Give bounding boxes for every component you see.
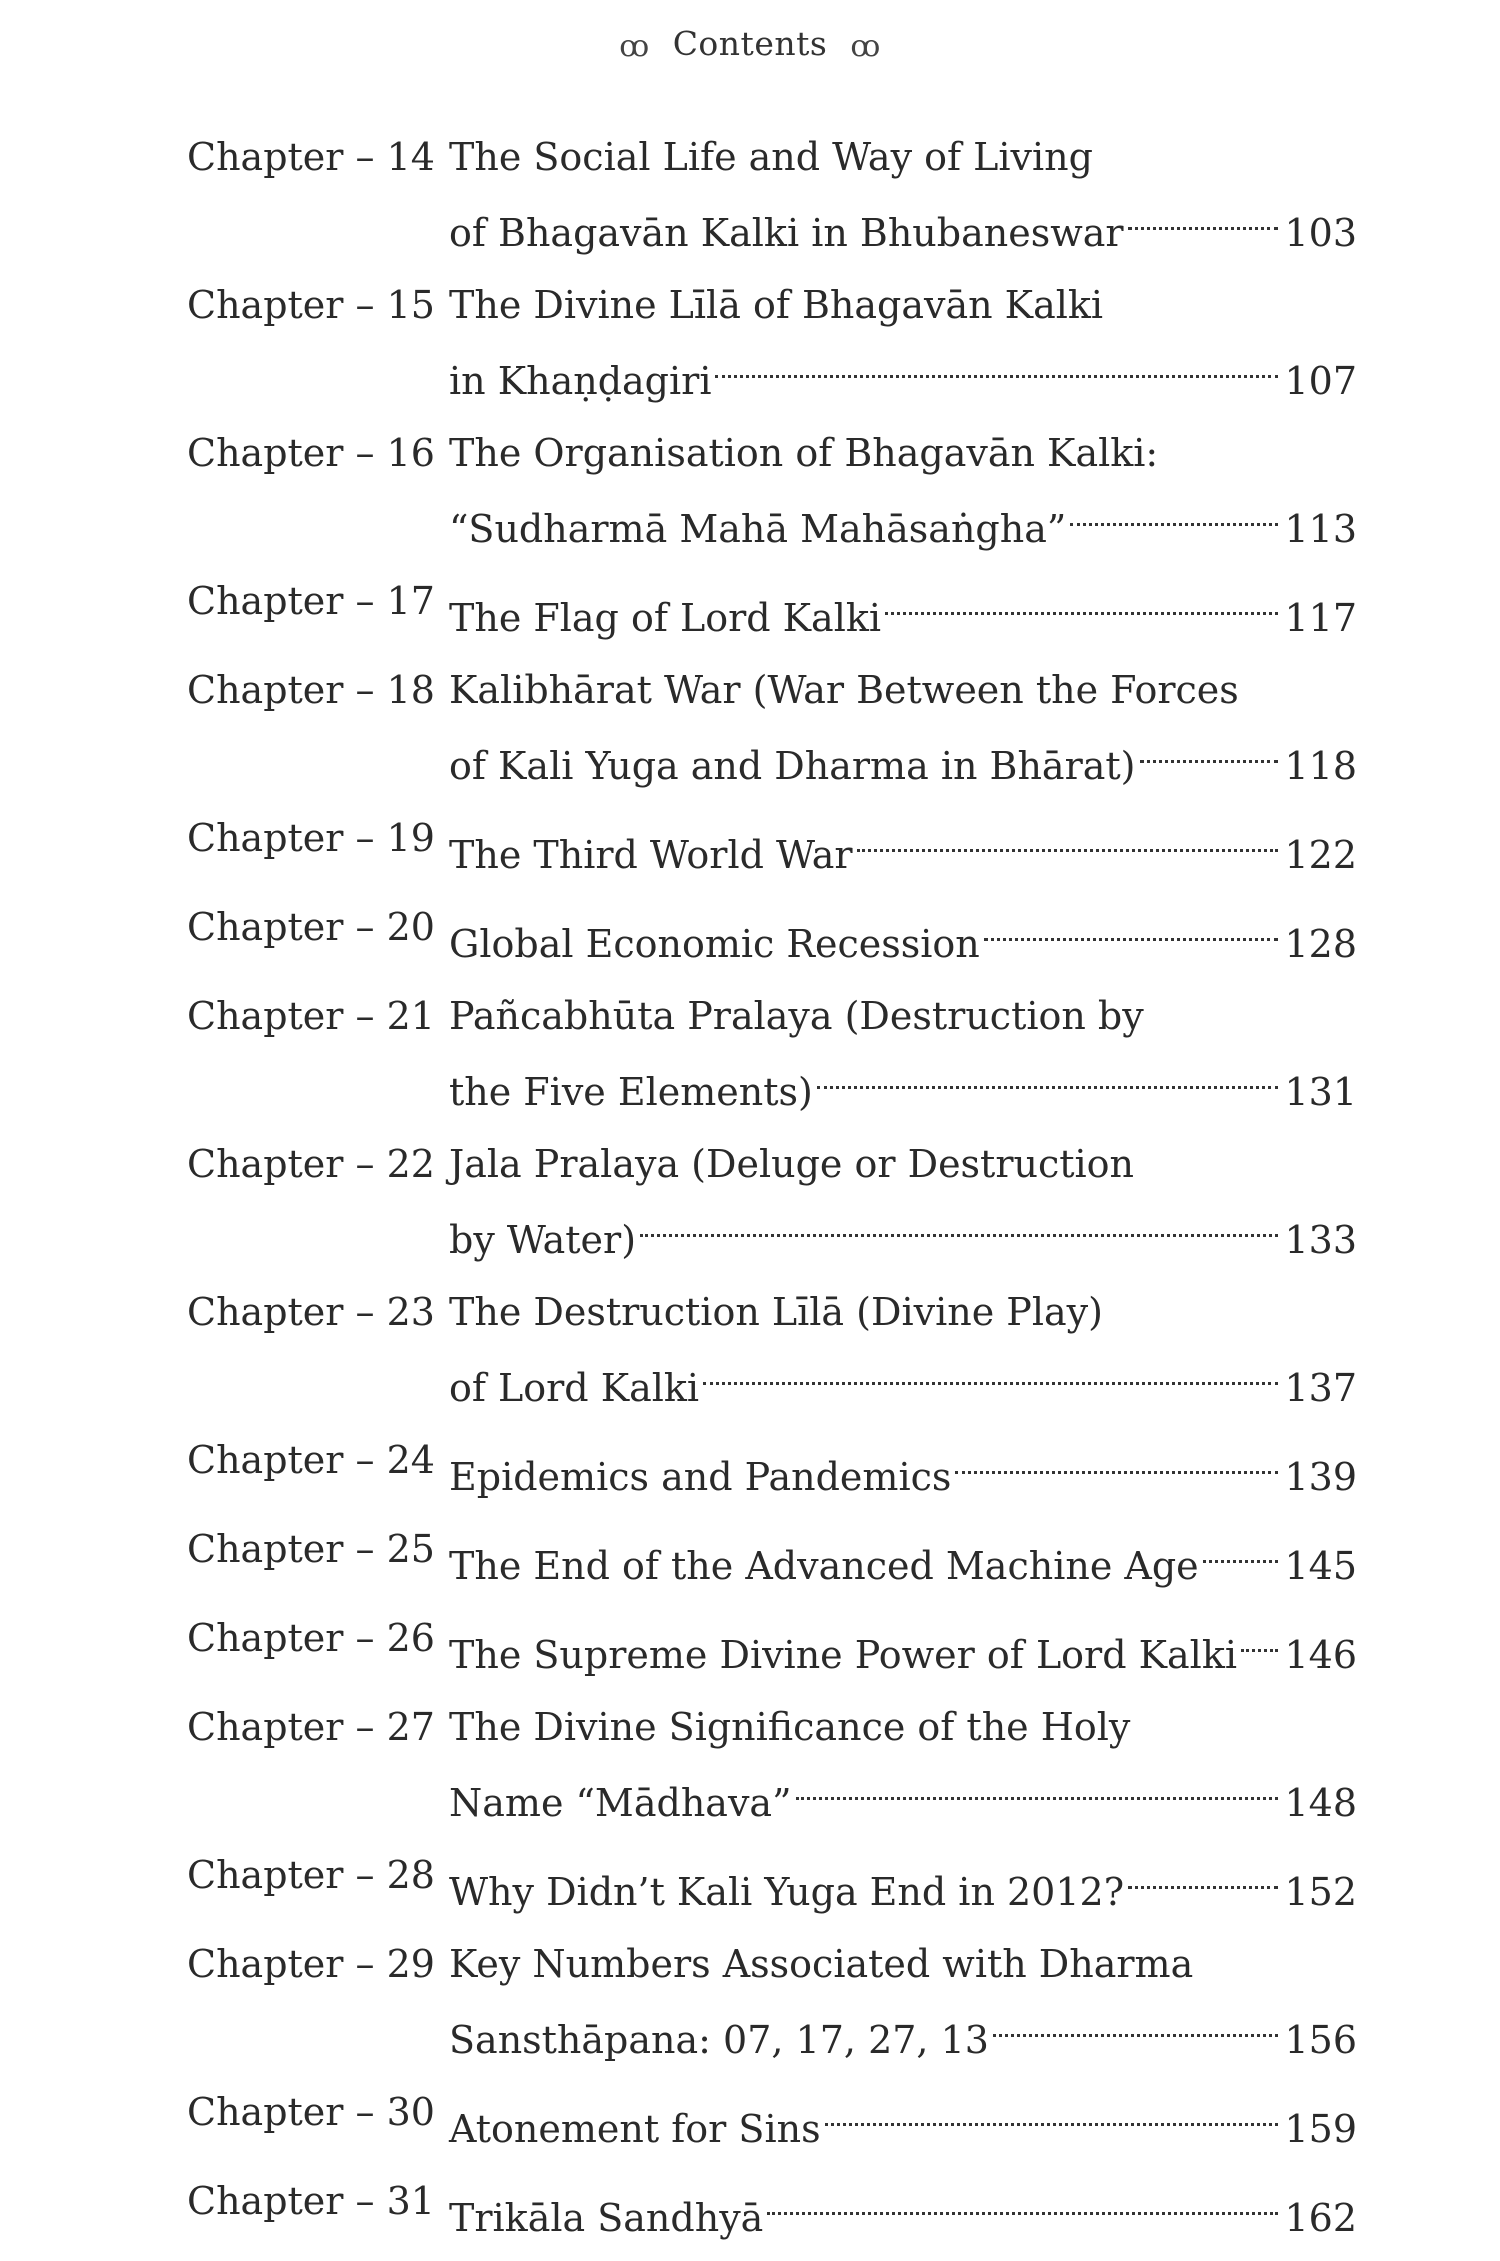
chapter-title-text: Sansthāpana: 07, 17, 27, 13: [449, 2018, 989, 2062]
toc-entry: [187, 572, 1357, 648]
chapter-title-block: [449, 1520, 1357, 1596]
toc-entry: [187, 809, 1357, 885]
page-number: 152: [1284, 1870, 1357, 1914]
chapter-title-line: [449, 1846, 1357, 1922]
chapter-title-text: The Supreme Divine Power of Lord Kalki: [449, 1633, 1237, 1677]
toc-entry: [187, 1135, 1357, 1270]
toc-entry: [187, 1520, 1357, 1596]
chapter-title-line: [449, 2172, 1357, 2248]
chapter-title-line: [449, 1194, 1357, 1270]
chapter-title-text: the Five Elements): [449, 1070, 813, 1114]
dot-leader: [715, 335, 1278, 394]
toc-entry: [187, 424, 1357, 559]
page-number: 131: [1284, 1070, 1357, 1114]
chapter-title-line: [449, 1994, 1357, 2070]
chapter-title-text: by Water): [449, 1218, 637, 1262]
chapter-label: Chapter – 16: [187, 431, 435, 475]
chapter-title-line: [449, 1757, 1357, 1833]
toc-entry: [187, 898, 1357, 974]
chapter-title-line: [449, 276, 1357, 335]
chapter-title-text: in Khaṇḍagiri: [449, 359, 712, 403]
chapter-title-block: [449, 1283, 1357, 1418]
dot-leader: [703, 1342, 1278, 1401]
chapter-title-text: The Divine Significance of the Holy: [449, 1705, 1131, 1749]
chapter-title-line: [449, 1046, 1357, 1122]
chapter-title-line: [449, 809, 1357, 885]
chapter-title-text: Pañcabhūta Pralaya (Destruction by: [449, 994, 1144, 1038]
chapter-title-text: Global Economic Recession: [449, 922, 980, 966]
chapter-label: Chapter – 30: [187, 2090, 435, 2134]
toc-entry: [187, 987, 1357, 1122]
chapter-title-text: Kalibhārat War (War Between the Forces: [449, 668, 1239, 712]
chapter-label: Chapter – 28: [187, 1853, 435, 1897]
dot-leader: [640, 1194, 1278, 1253]
dot-leader: [1241, 1609, 1278, 1668]
chapter-title-text: “Sudharmā Mahā Mahāsaṅgha”: [449, 507, 1067, 551]
chapter-title-line: [449, 2083, 1357, 2159]
chapter-title-block: [449, 424, 1357, 559]
chapter-title-text: of Lord Kalki: [449, 1366, 700, 1410]
chapter-title-block: [449, 1935, 1357, 2070]
chapter-title-text: Atonement for Sins: [449, 2107, 821, 2151]
page-number: 156: [1284, 2018, 1357, 2062]
chapter-title-block: [449, 276, 1357, 411]
chapter-label: Chapter – 20: [187, 905, 435, 949]
page-number: 113: [1284, 507, 1357, 551]
chapter-title-line: [449, 1520, 1357, 1596]
toc-entry: [187, 661, 1357, 796]
chapter-title-block: [449, 1431, 1357, 1507]
page-number: 107: [1284, 359, 1357, 403]
chapter-title-text: The Flag of Lord Kalki: [449, 596, 882, 640]
chapter-title-text: The Social Life and Way of Living: [449, 135, 1093, 179]
dot-leader: [825, 2083, 1279, 2142]
chapter-title-line: [449, 720, 1357, 796]
page-number: 159: [1284, 2107, 1357, 2151]
chapter-title-text: The Third World War: [449, 833, 853, 877]
page-number: 117: [1284, 596, 1357, 640]
chapter-label: Chapter – 14: [187, 135, 435, 179]
dot-leader: [767, 2172, 1278, 2231]
toc-entry: [187, 1846, 1357, 1922]
chapter-title-line: [449, 1698, 1357, 1757]
page-number: 103: [1284, 211, 1357, 255]
chapter-title-line: [449, 1342, 1357, 1418]
chapter-title-line: [449, 987, 1357, 1046]
chapter-title-block: [449, 987, 1357, 1122]
chapter-title-line: [449, 335, 1357, 411]
chapter-label: Chapter – 21: [187, 994, 435, 1038]
page-number: 133: [1284, 1218, 1357, 1262]
chapter-label: Chapter – 31: [187, 2179, 435, 2223]
page-number: 128: [1284, 922, 1357, 966]
chapter-title-text: Key Numbers Associated with Dharma: [449, 1942, 1194, 1986]
toc-entry: [187, 1283, 1357, 1418]
dot-leader: [1128, 187, 1279, 246]
ornament-left-icon: ꝏ: [619, 28, 650, 64]
chapter-title-block: [449, 809, 1357, 885]
chapter-title-text: The Destruction Līlā (Divine Play): [449, 1290, 1103, 1334]
chapter-title-text: of Kali Yuga and Dharma in Bhārat): [449, 744, 1136, 788]
chapter-title-line: [449, 898, 1357, 974]
chapter-title-block: [449, 2083, 1357, 2159]
page-number: 137: [1284, 1366, 1357, 1410]
table-of-contents: [187, 128, 1357, 2261]
dot-leader: [857, 809, 1279, 868]
chapter-title-text: The Divine Līlā of Bhagavān Kalki: [449, 283, 1104, 327]
dot-leader: [796, 1757, 1279, 1816]
chapter-title-text: Why Didn’t Kali Yuga End in 2012?: [449, 1870, 1125, 1914]
chapter-label: Chapter – 27: [187, 1705, 435, 1749]
toc-entry: [187, 1609, 1357, 1685]
chapter-title-block: [449, 1698, 1357, 1833]
toc-entry: [187, 2083, 1357, 2159]
chapter-label: Chapter – 29: [187, 1942, 435, 1986]
dot-leader: [1140, 720, 1279, 779]
chapter-label: Chapter – 19: [187, 816, 435, 860]
toc-entry: [187, 1698, 1357, 1833]
toc-entry: [187, 1935, 1357, 2070]
chapter-label: Chapter – 18: [187, 668, 435, 712]
running-header: [0, 24, 1500, 64]
dot-leader: [993, 1994, 1279, 2053]
chapter-title-line: [449, 572, 1357, 648]
chapter-title-line: [449, 1283, 1357, 1342]
dot-leader: [1070, 483, 1278, 542]
chapter-title-text: Name “Mādhava”: [449, 1781, 792, 1825]
chapter-title-block: [449, 1846, 1357, 1922]
dot-leader: [885, 572, 1278, 631]
chapter-title-block: [449, 661, 1357, 796]
chapter-label: Chapter – 26: [187, 1616, 435, 1660]
toc-entry: [187, 1431, 1357, 1507]
chapter-title-line: [449, 1935, 1357, 1994]
dot-leader: [1128, 1846, 1278, 1905]
chapter-label: Chapter – 15: [187, 283, 435, 327]
toc-entry: [187, 276, 1357, 411]
chapter-title-block: [449, 128, 1357, 263]
chapter-label: Chapter – 22: [187, 1142, 435, 1186]
chapter-title-block: [449, 1609, 1357, 1685]
dot-leader: [984, 898, 1279, 957]
chapter-title-line: [449, 424, 1357, 483]
chapter-title-text: Epidemics and Pandemics: [449, 1455, 952, 1499]
chapter-title-block: [449, 572, 1357, 648]
page-number: 118: [1284, 744, 1357, 788]
chapter-title-line: [449, 1609, 1357, 1685]
chapter-title-line: [449, 1135, 1357, 1194]
chapter-label: Chapter – 24: [187, 1438, 435, 1482]
chapter-title-line: [449, 483, 1357, 559]
chapter-label: Chapter – 25: [187, 1527, 435, 1571]
page-number: 146: [1284, 1633, 1357, 1677]
dot-leader: [955, 1431, 1278, 1490]
chapter-label: Chapter – 23: [187, 1290, 435, 1334]
dot-leader: [817, 1046, 1279, 1105]
chapter-label: Chapter – 17: [187, 579, 435, 623]
chapter-title-block: [449, 898, 1357, 974]
chapter-title-block: [449, 1135, 1357, 1270]
toc-entry: [187, 2172, 1357, 2248]
chapter-title-line: [449, 128, 1357, 187]
header-title: Contents: [672, 24, 828, 63]
chapter-title-text: The End of the Advanced Machine Age: [449, 1544, 1199, 1588]
page-number: 139: [1284, 1455, 1357, 1499]
page-number: 122: [1284, 833, 1357, 877]
chapter-title-text: Trikāla Sandhyā: [449, 2196, 764, 2240]
page-number: 145: [1284, 1544, 1357, 1588]
chapter-title-text: of Bhagavān Kalki in Bhubaneswar: [449, 211, 1124, 255]
page-number: 148: [1284, 1781, 1357, 1825]
chapter-title-line: [449, 1431, 1357, 1507]
ornament-right-icon: ꝏ: [850, 28, 881, 64]
page-number: 162: [1284, 2196, 1357, 2240]
chapter-title-block: [449, 2172, 1357, 2248]
chapter-title-text: The Organisation of Bhagavān Kalki:: [449, 431, 1159, 475]
toc-entry: [187, 128, 1357, 263]
dot-leader: [1203, 1520, 1279, 1579]
chapter-title-line: [449, 187, 1357, 263]
chapter-title-line: [449, 661, 1357, 720]
chapter-title-text: Jala Pralaya (Deluge or Destruction: [449, 1142, 1135, 1186]
